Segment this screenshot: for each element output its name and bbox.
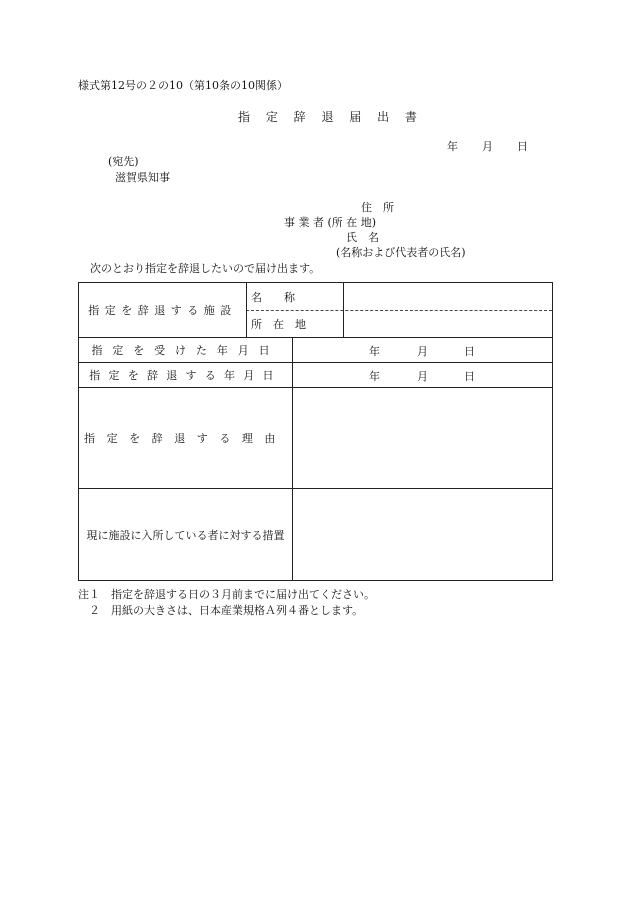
withdrawal-form-table [78,282,553,581]
designated-date-year: 年 [369,345,380,358]
withdrawal-date-month: 月 [417,370,428,383]
addressee-label: (宛先) [108,155,139,168]
designated-date-label: 指定を受けた年月日 [91,343,280,357]
applicant-name-note: (名称および代表者の氏名) [336,246,466,259]
facility-name-field[interactable] [344,283,552,309]
withdrawal-date-year: 年 [369,370,380,383]
intro-text: 次のとおり指定を辞退したいので届け出ます。 [90,262,321,275]
note-2: ２ 用紙の大きさは、日本産業規格Ａ列４番とします。 [78,604,364,617]
note-1: 注１ 指定を辞退する日の３月前までに届け出てください。 [78,588,375,601]
withdrawal-date-field[interactable] [369,368,475,384]
measures-field[interactable] [293,489,552,580]
facility-label: 指定を辞退する施設 [88,304,237,317]
designated-date-field[interactable] [369,343,475,359]
designated-date-day: 日 [464,345,475,358]
facility-location-field[interactable] [344,311,552,336]
col-divider [246,283,247,337]
measures-label: 現に施設に入所している者に対する措置 [86,528,285,542]
withdrawal-date-label: 指定を辞退する年月日 [89,368,282,382]
header-date-day: 日 [517,140,528,153]
facility-name-label: 名 称 [251,290,295,304]
header-date-year: 年 [447,140,458,153]
facility-location-label: 所 在 地 [251,317,306,331]
reason-label: 指定を辞退する理由 [84,431,287,445]
applicant-address-label: 住 所 [361,201,394,214]
reason-field[interactable] [293,388,552,487]
designated-date-month: 月 [417,345,428,358]
addressee-name: 滋賀県知事 [115,171,170,184]
form-number: 様式第12号の２の10（第10条の10関係） [78,79,288,92]
withdrawal-date-day: 日 [464,370,475,383]
header-date-month: 月 [482,140,493,153]
applicant-name-label: 氏 名 [346,231,379,244]
applicant-business-label: 事 業 者 (所 在 地) [284,216,377,229]
document-title: 指 定 辞 退 届 出 書 [238,110,423,124]
